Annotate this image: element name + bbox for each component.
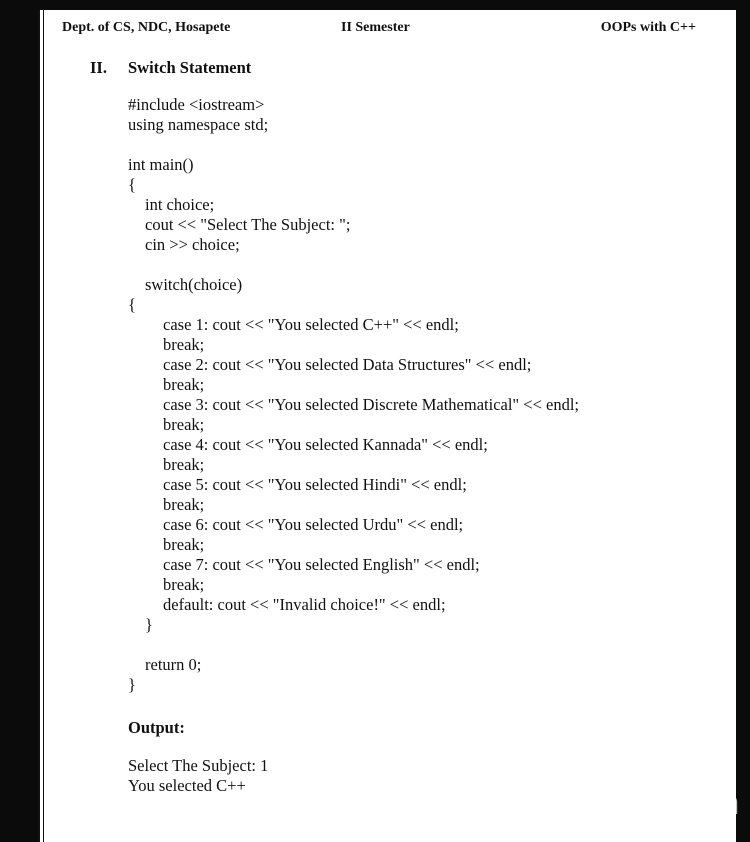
document-page [38,10,736,842]
output-heading: Output: [128,718,185,737]
code-line-case: case 2: cout << "You selected Data Structures" << endl; [163,355,532,374]
code-line-main: int main() [128,155,194,174]
watermark-text: m [709,784,740,822]
header-department: Dept. of CS, NDC, Hosapete [62,20,231,35]
code-line-break: break; [163,335,205,354]
code-line-break: break; [163,495,205,514]
code-line-declaration: int choice; [145,195,215,214]
code-line-case: case 7: cout << "You selected English" << endl; [163,555,480,574]
code-line-case: case 3: cout << "You selected Discrete Mathematical" << endl; [163,395,580,414]
code-line-switch: switch(choice) [145,275,243,294]
header-semester: II Semester [341,20,410,35]
code-line-return: return 0; [145,655,202,674]
output-line: You selected C++ [128,776,246,795]
code-line-include: #include <iostream> [128,95,265,114]
section-number: II. [90,58,107,77]
code-line-case: case 6: cout << "You selected Urdu" << endl; [163,515,464,534]
page-header [38,20,736,40]
code-line-break: break; [163,415,205,434]
header-course: OOPs with C++ [600,20,696,35]
code-line-prompt: cout << "Select The Subject: "; [145,215,351,234]
output-line: Select The Subject: 1 [128,756,269,775]
code-line-case: case 5: cout << "You selected Hindi" << endl; [163,475,467,494]
code-line-case: case 4: cout << "You selected Kannada" << endl; [163,435,488,454]
section-heading [90,58,251,78]
code-line-using: using namespace std; [128,115,269,134]
code-line-break: break; [163,375,205,394]
code-line-switch-close: } [145,615,153,634]
code-line-break: break; [163,535,205,554]
code-line-break: break; [163,455,205,474]
code-line-input: cin >> choice; [145,235,240,254]
code-line-open-brace: { [128,175,136,194]
section-title: Switch Statement [128,58,252,77]
code-line-case: case 1: cout << "You selected C++" << endl; [163,315,459,334]
code-line-break: break; [163,575,205,594]
code-line-switch-open: { [128,295,136,314]
code-line-default: default: cout << "Invalid choice!" << endl; [163,595,446,614]
code-line-close-brace: } [128,675,136,694]
